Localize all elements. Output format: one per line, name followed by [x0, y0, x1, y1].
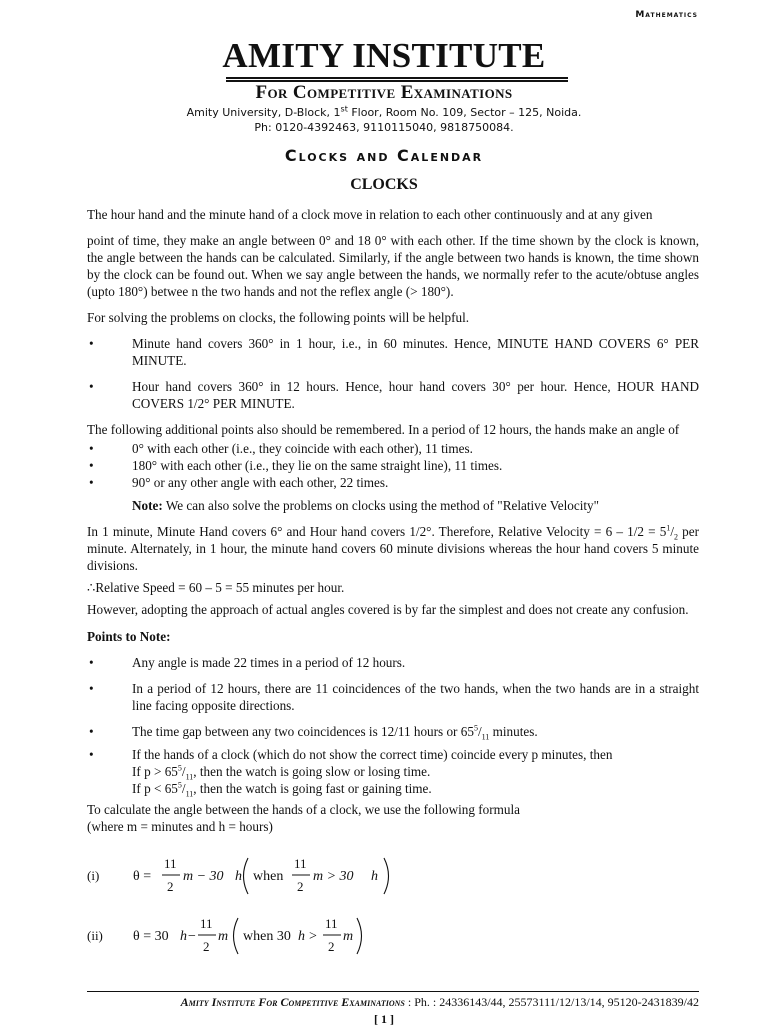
institute-subtitle: For Competitive Examinations — [255, 82, 513, 103]
note-label: Note: — [132, 498, 163, 513]
footer-phones: : Ph. : 24336143/44, 25573111/12/13/14, 95120-2431839/42 — [404, 995, 699, 1009]
svg-text:2: 2 — [203, 939, 210, 954]
sub-title: CLOCKS — [350, 176, 418, 193]
svg-text:when: when — [253, 869, 284, 884]
formula-1 — [87, 851, 699, 901]
helpful-points-list — [87, 335, 699, 412]
list-item: • 180° with each other (i.e., they lie on the same straight line), 11 times. — [87, 457, 699, 474]
phone-numbers: Ph: 0120-4392463, 9110115040, 9818750084. — [254, 121, 514, 134]
list-item: • Any angle is made 22 times in a period of 12 hours. — [87, 654, 699, 671]
list-item: • Hour hand covers 360° in 12 hours. Hence, hour hand covers 30° per hour. Hence, HOUR HAND COVERS 1/2° PER MINUTE. — [87, 378, 699, 412]
intro-paragraph-1: The hour hand and the minute hand of a clock move in relation to each other continuously and at any given — [87, 207, 653, 222]
address: Amity University, D-Block, 1st Floor, Room No. 109, Sector – 125, Noida. — [186, 104, 582, 119]
section-title: Clocks and Calendar — [284, 146, 484, 165]
subject-tag: Mathematics — [635, 10, 698, 20]
points-to-note-list — [87, 654, 699, 797]
svg-text:>: > — [309, 929, 317, 944]
formula-label: (ii) — [87, 928, 103, 943]
svg-text:2: 2 — [328, 939, 335, 954]
however-paragraph: However, adopting the approach of actual angles covered is by far the simplest and does not create any confusion. — [87, 602, 689, 617]
footer — [87, 995, 699, 1010]
svg-text:2: 2 — [167, 879, 174, 894]
formula-1-expression — [131, 851, 431, 901]
svg-text:m: m — [343, 929, 354, 944]
list-item: • 0° with each other (i.e., they coincide with each other), 11 times. — [87, 440, 699, 457]
list-item: • If the hands of a clock (which do not show the correct time) coincide every p minutes, then If $p > 65^5/_{11}$, then the watch is going slow or losing time. If $p < 65^5/_{11}$, then the watch is going fast or gaining time. — [87, 746, 699, 797]
list-item: • Minute hand covers 360° in 1 hour, i.e., in 60 minutes. Hence, MINUTE HAND COVERS 6° PER MINUTE. — [87, 335, 699, 369]
svg-text:θ =: θ = — [133, 869, 152, 884]
points-to-note-heading: Points to Note: — [87, 629, 171, 644]
formula-intro-1: To calculate the angle between the hands of a clock, we use the following formula — [87, 802, 521, 817]
svg-text:when 30: when 30 — [243, 929, 291, 944]
additional-intro: The following additional points also should be remembered. In a period of 12 hours, the hands make an angle of — [87, 422, 680, 437]
formula-label: (i) — [87, 868, 100, 883]
title-underline — [226, 77, 568, 79]
svg-text:h: h — [371, 869, 378, 884]
relative-velocity-paragraph: In 1 minute, Minute Hand covers 6° and Hour hand covers 1/2°. Therefore, Relative Velocity = $6 - 1/2 = 5^1/_2$ per minute. Alternately, in 1 hour, the minute hand covers 60 minute divisions whereas the hour hand covers 5 minute divisions. — [87, 523, 699, 573]
svg-text:h: h — [180, 929, 187, 944]
svg-text:h: h — [235, 869, 242, 884]
page-number: [ 1 ] — [374, 1012, 394, 1026]
intro-paragraph-2: point of time, they make an angle between 0° and 18 0° with each other. If the time shown by the clock is known, the angle between the hands can be calculated. Similarly, if the angle between two hands is known, the time shown by the clock can be found out. When we say angle between the hands, we normally refer to the acute/obtuse angles (upto 180°) betwee n the two hands and not the reflex angle (> 180°). — [87, 233, 699, 299]
list-item: • 90° or any other angle with each other, 22 times. — [87, 474, 699, 491]
svg-text:11: 11 — [200, 916, 213, 931]
svg-text:2: 2 — [297, 879, 304, 894]
svg-text:11: 11 — [294, 856, 307, 871]
formula-intro-2: (where m = minutes and h = hours) — [87, 819, 273, 834]
svg-text:−: − — [188, 929, 196, 944]
list-item: • The time gap between any two coincidences is 12/11 hours or $65^5/_{11}$ minutes. — [87, 723, 699, 740]
relative-speed: ∴Relative Speed = 60 – 5 = 55 minutes per hour. — [87, 580, 345, 595]
institute-title: AMITY INSTITUTE — [222, 36, 546, 75]
formula-2-expression — [131, 911, 431, 961]
svg-text:h: h — [298, 929, 305, 944]
main-content — [87, 206, 699, 961]
formula-2 — [87, 911, 699, 961]
svg-text:11: 11 — [164, 856, 177, 871]
footer-institute: Amity Institute For Competitive Examinations — [180, 995, 405, 1009]
note: Note: We can also solve the problems on clocks using the method of "Relative Velocity" — [132, 498, 600, 513]
svg-text:m: m — [218, 929, 229, 944]
list-item: • In a period of 12 hours, there are 11 coincidences of the two hands, when the two hands are in a straight line facing opposite directions. — [87, 680, 699, 714]
svg-text:m > 30: m > 30 — [313, 869, 354, 884]
svg-text:θ = 30: θ = 30 — [133, 929, 169, 944]
additional-points-list — [87, 440, 699, 491]
svg-text:m − 30: m − 30 — [183, 869, 224, 884]
svg-text:11: 11 — [325, 916, 338, 931]
intro-paragraph-3: For solving the problems on clocks, the following points will be helpful. — [87, 310, 470, 325]
footer-rule — [87, 991, 699, 992]
